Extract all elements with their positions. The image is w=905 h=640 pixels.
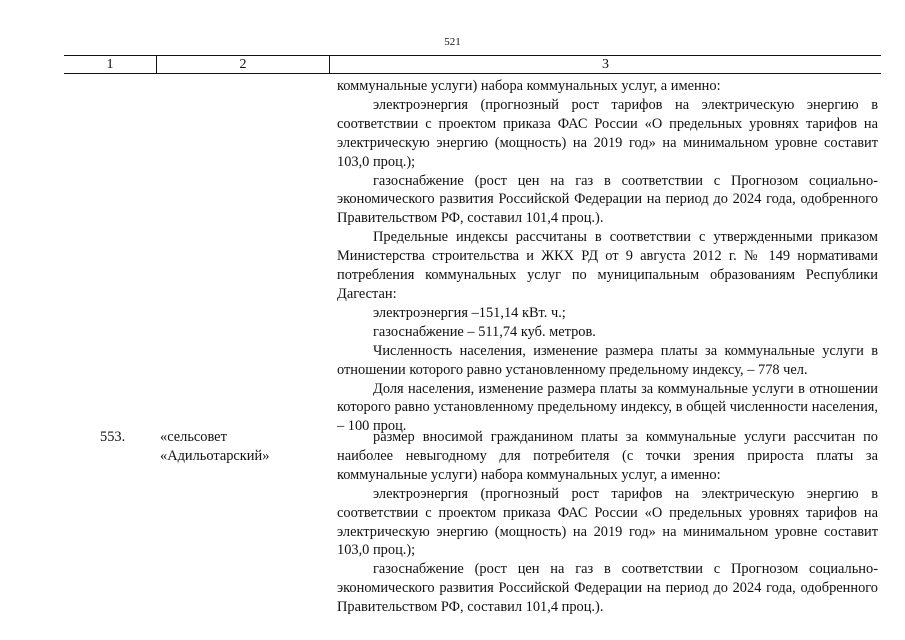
table-header-col-3: 3 xyxy=(602,57,609,72)
continued-row-text xyxy=(337,77,878,436)
paragraph: электроэнергия (прогнозный рост тарифов на электрическую энергию в соответствии с проектом приказа ФАС России «О предельных уровнях тарифов на электрическую энергию (мощность) на 2019 год» на минимальном уровне составит 103,0 проц.); xyxy=(337,96,878,170)
paragraph: Доля населения, изменение размера платы за коммунальные услуги в отношении которого равно установленному предельному индексу, в общей численности населения, – 100 проц. xyxy=(337,380,878,435)
municipality-name-line-2: «Адильотарский» xyxy=(160,447,270,464)
paragraph: газоснабжение (рост цен на газ в соответствии с Прогнозом социально-экономического развития Российской Федерации на период до 2024 года, одобренного Правительством РФ, составил 101,4 проц.). xyxy=(337,172,878,227)
table-header-col-1: 1 xyxy=(64,56,157,73)
row-553-text xyxy=(337,428,878,617)
municipality-name xyxy=(160,428,330,466)
paragraph: электроэнергия –151,14 кВт. ч.; xyxy=(373,304,566,321)
paragraph: размер вносимой гражданином платы за коммунальные услуги рассчитан по наиболее невыгодному для потребителя (с точки зрения прироста платы за коммунальные услуги) набора коммунальных услуг, а именно: xyxy=(337,429,878,483)
paragraph: Численность населения, изменение размера платы за коммунальные услуги в отношении которого равно установленному предельному индексу, – 778 чел. xyxy=(337,342,878,378)
paragraph: электроэнергия (прогнозный рост тарифов на электрическую энергию в соответствии с проектом приказа ФАС России «О предельных уровнях тарифов на электрическую энергию (мощность) на 2019 год» на минимальном уровне составит 103,0 проц.); xyxy=(337,485,878,559)
table-header-row xyxy=(64,55,881,74)
municipality-name-line-1: «сельсовет xyxy=(160,429,227,445)
paragraph: газоснабжение (рост цен на газ в соответствии с Прогнозом социально-экономического развития Российской Федерации на период до 2024 года, одобренного Правительством РФ, составил 101,4 проц.). xyxy=(337,561,878,616)
paragraph: газоснабжение – 511,74 куб. метров. xyxy=(373,323,596,340)
paragraph: Предельные индексы рассчитаны в соответствии с утвержденными приказом Министерства строительства и ЖКХ РД от 9 августа 2012 г. № 149 нормативами потребления коммунальных услуг по муниципальным образованиям Республики Дагестан: xyxy=(337,229,878,302)
table-header-col-2: 2 xyxy=(157,56,330,73)
page-number: 521 xyxy=(444,36,461,48)
paragraph: коммунальные услуги) набора коммунальных услуг, а именно: xyxy=(337,78,721,94)
row-number: 553. xyxy=(100,429,126,445)
